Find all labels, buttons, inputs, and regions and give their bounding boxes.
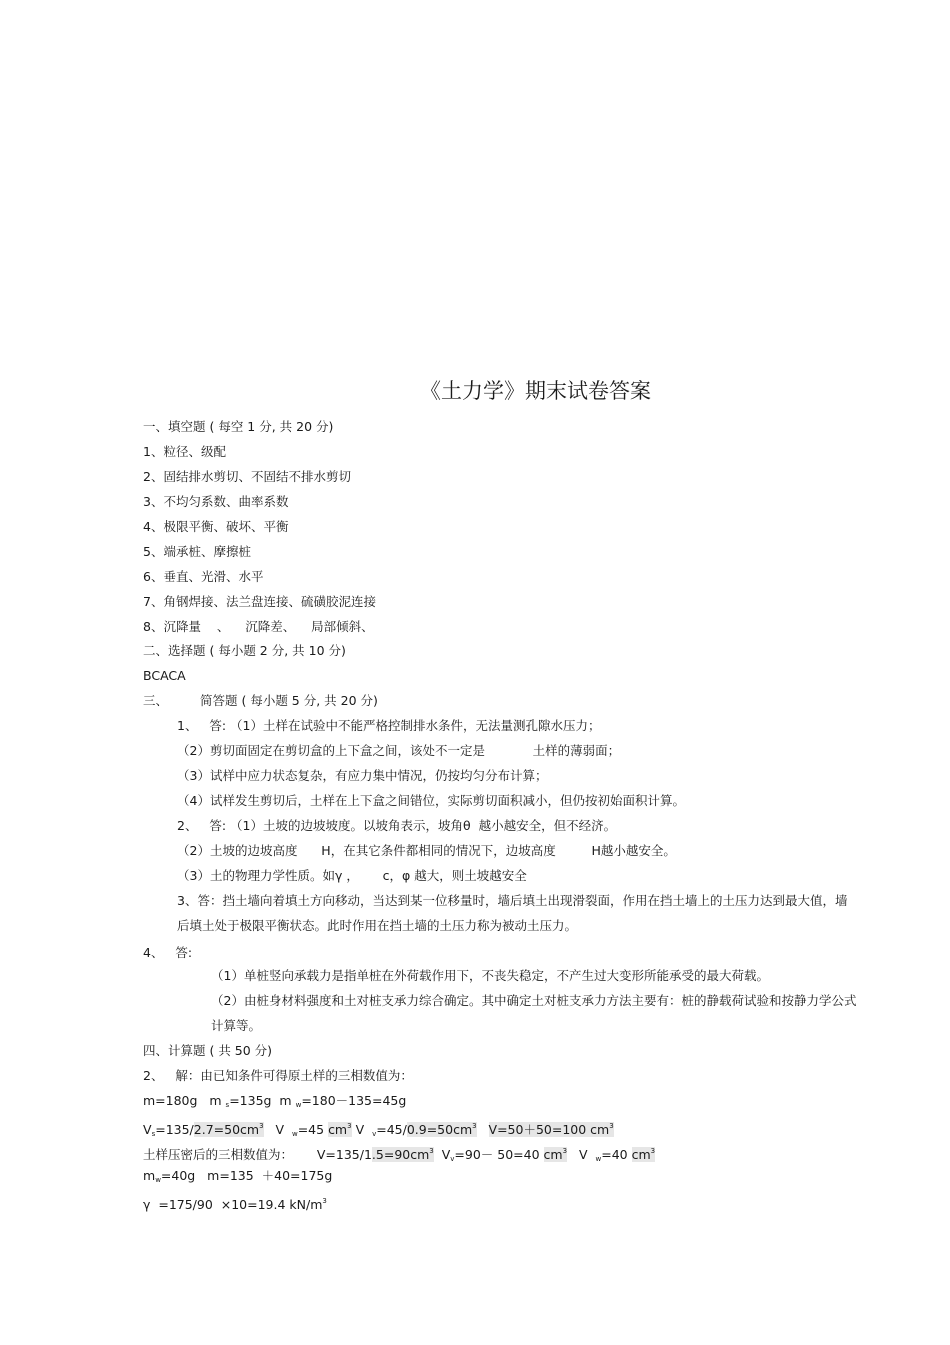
q3-line-2: 后填土处于极限平衡状态。此时作用在挡土墙的土压力称为被动土压力。 bbox=[177, 918, 578, 933]
section3-heading: 简答题 ( 每小题 5 分, 共 20 分) bbox=[200, 693, 378, 708]
fill-answer-7: 7、角钢焊接、法兰盘连接、硫磺胶泥连接 bbox=[143, 594, 376, 609]
q2-line-3: （3）土的物理力学性质。如γ ， c，φ 越大，则土坡越安全 bbox=[177, 868, 527, 883]
q2-line-1: 2、 答: （1）土坡的边坡坡度。以坡角表示，坡角θ 越小越安全，但不经济。 bbox=[177, 818, 617, 833]
calc-intro: 2、 解：由已知条件可得原土样的三相数值为： bbox=[143, 1068, 413, 1083]
q1-line-1: 1、 答: （1）土样在试验中不能严格控制排水条件，无法量测孔隙水压力； bbox=[177, 718, 601, 733]
water-volume: $cm^3$ bbox=[328, 1122, 352, 1137]
q4-line-1: （1）单桩竖向承载力是指单桩在外荷载作用下，不丧失稳定，不产生过大变形所能承受的最大荷载。 bbox=[211, 968, 769, 983]
fill-answer-4: 4、极限平衡、破坏、平衡 bbox=[143, 519, 289, 534]
fill-answer-2: 2、固结排水剪切、不固结不排水剪切 bbox=[143, 469, 351, 484]
q2-line-2: （2）土坡的边坡高度 H，在其它条件都相同的情况下，边坡高度 H越小越安全。 bbox=[177, 843, 676, 858]
void-volume: $0.9=50cm^3$ bbox=[406, 1122, 477, 1137]
mass-line: m=180g m $_s$=135g m $_w$=180－135=45g bbox=[143, 1093, 407, 1109]
q1-line-4: （4）试样发生剪切后，土样在上下盒之间错位，实际剪切面积减小，但仍按初始面积计算。 bbox=[177, 793, 685, 808]
q4-line-3: 计算等。 bbox=[211, 1018, 262, 1033]
water-mass: =180－135=45g bbox=[301, 1093, 407, 1108]
solid-mass: =135g bbox=[229, 1093, 272, 1108]
q1-line-2: （2）剪切面固定在剪切盒的上下盒之间，该处不一定是 土样的薄弱面； bbox=[177, 743, 621, 758]
volume-line: $V_s=135/2.7=50cm^3$ V $_w$=45 $cm^3$ V $_v=45/0.9=50cm^3$ V=50＋50=100 $cm^3$ bbox=[143, 1122, 614, 1138]
fill-answer-5: 5、端承桩、摩擦桩 bbox=[143, 544, 251, 559]
section4-heading: 四、计算题 ( 共 50 分) bbox=[143, 1043, 273, 1058]
unit-weight-line: γ =175/90 ×10=19.4 $kN/m^3$ bbox=[143, 1197, 327, 1212]
q3-line-1: 3、答：挡土墙向着填土方向移动，当达到某一位移量时，墙后填土出现滑裂面，作用在挡土墙上的土压力达到最大值，墙 bbox=[177, 893, 848, 908]
solid-volume: $2.7=50cm^3$ bbox=[193, 1122, 264, 1137]
compacted-line: 土样压密后的三相数值为： $V=135/1.5=90cm^3$ $V_v=90- 50=40$ $cm^3$ V $_w$=40 $cm^3$ bbox=[143, 1147, 656, 1163]
fill-answer-6: 6、垂直、光滑、水平 bbox=[143, 569, 264, 584]
section2-heading: 二、选择题 ( 每小题 2 分, 共 10 分) bbox=[143, 643, 346, 658]
q1-line-3: （3）试样中应力状态复杂，有应力集中情况，仍按均匀分布计算； bbox=[177, 768, 548, 783]
choice-answers: BCACA bbox=[143, 668, 186, 683]
section3-heading-number: 三、 bbox=[143, 693, 169, 708]
fill-answer-1: 1、粒径、级配 bbox=[143, 444, 226, 459]
compacted-void-volume: $cm^3$ bbox=[543, 1147, 568, 1162]
compacted-water-mass: =40g bbox=[160, 1168, 196, 1183]
fill-answer-3: 3、不均匀系数、曲率系数 bbox=[143, 494, 289, 509]
section1-heading: 一、填空题 ( 每空 1 分, 共 20 分) bbox=[143, 419, 334, 434]
q4-line-2: （2）由桩身材料强度和土对桩支承力综合确定。其中确定土对桩支承力方法主要有：桩的静载荷试验和按静力学公式 bbox=[211, 993, 857, 1008]
total-mass: m=180g bbox=[143, 1093, 198, 1108]
compacted-water-volume: $cm^3$ bbox=[631, 1147, 656, 1162]
compacted-total-mass: m=135 ＋40=175g bbox=[207, 1168, 333, 1183]
page-title: 《土力学》期末试卷答案 bbox=[420, 379, 651, 403]
fill-answer-8: 8、沉降量 、 沉降差、 局部倾斜、 bbox=[143, 619, 374, 634]
q4-label: 4、 答: bbox=[143, 945, 193, 960]
compacted-mass-line: $m_w=40g$ m=135 ＋40=175g bbox=[143, 1168, 333, 1184]
compacted-volume: $.5=90cm^3$ bbox=[371, 1147, 434, 1162]
total-volume: V=50＋50=100 $cm^3$ bbox=[488, 1122, 614, 1137]
